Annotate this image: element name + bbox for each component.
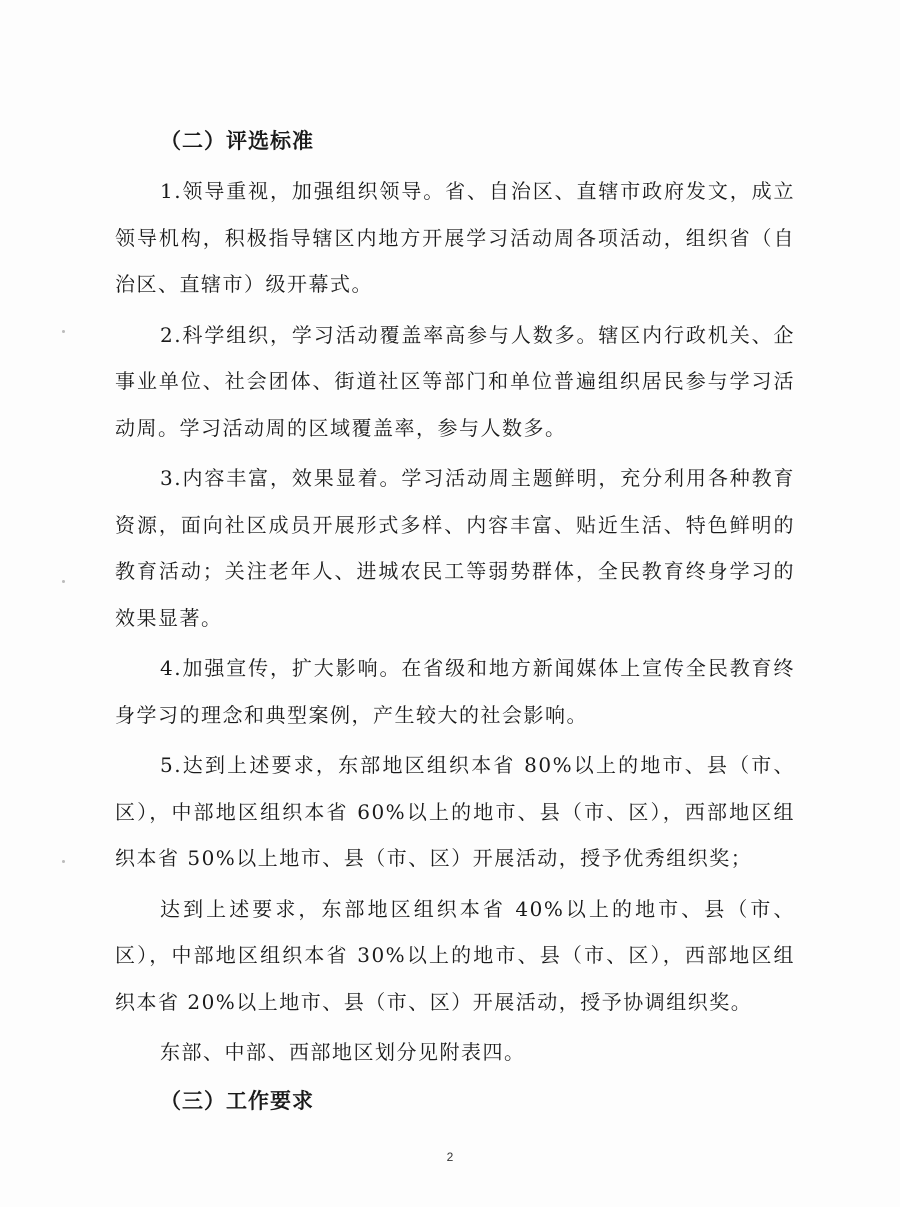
criterion-3: 3.内容丰富，效果显着。学习活动周主题鲜明，充分利用各种教育资源，面向社区成员开展形式多样、内容丰富、贴近生活、特色鲜明的教育活动；关注老年人、进城农民工等弱势群体，全民教育终身学习的效果显著。	[115, 466, 795, 630]
scan-speck	[62, 860, 65, 863]
scan-speck	[62, 580, 65, 583]
criterion-5: 5.达到上述要求，东部地区组织本省 80%以上的地市、县（市、区），中部地区组织本省 60%以上的地市、县（市、区），西部地区组织本省 50%以上地市、县（市、区）开展活动，授予优秀组织奖；	[115, 753, 795, 870]
page-number: 2	[446, 1150, 454, 1164]
criterion-2: 2.科学组织，学习活动覆盖率高参与人数多。辖区内行政机关、企事业单位、社会团体、街道社区等部门和单位普遍组织居民参与学习活动周。学习活动周的区域覆盖率，参与人数多。	[115, 322, 795, 440]
criterion-4: 4.加强宣传，扩大影响。在省级和地方新闻媒体上宣传全民教育终身学习的理念和典型案例，产生较大的社会影响。	[115, 656, 795, 727]
section-heading-evaluation-criteria: （二）评选标准	[160, 128, 314, 153]
criterion-5-coordination: 达到上述要求，东部地区组织本省 40%以上的地市、县（市、区），中部地区组织本省 30%以上的地市、县（市、区），西部地区组织本省 20%以上地市、县（市、区）开展活动，授予协调组织奖。	[115, 896, 795, 1014]
region-note: 东部、中部、西部地区划分见附表四。	[160, 1040, 526, 1064]
scan-speck	[62, 330, 65, 333]
criterion-1: 1.领导重视，加强组织领导。省、自治区、直辖市政府发文，成立领导机构，积极指导辖区内地方开展学习活动周各项活动，组织省（自治区、直辖市）级开幕式。	[115, 179, 795, 296]
document-body	[115, 118, 795, 1124]
section-heading-work-requirements: （三）工作要求	[160, 1087, 314, 1113]
